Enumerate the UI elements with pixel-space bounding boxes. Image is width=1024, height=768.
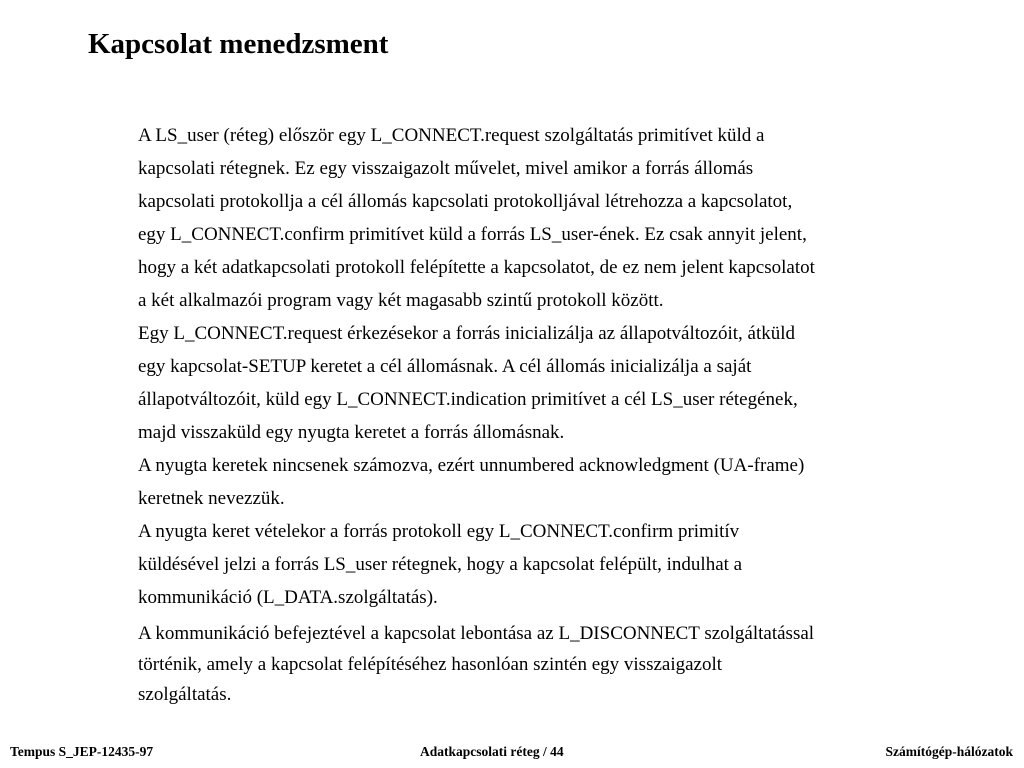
slide-body — [138, 119, 958, 711]
paragraph-connect-arrival: Egy L_CONNECT.request érkezésekor a forrás inicializálja az állapotváltozóit, átküld egy kapcsolat-SETUP keretet a cél állomásnak. A cél állomás inicializálja a saját állapotváltozóit, küld egy L_CONNECT.indication primitívet a cél LS_user rétegének, majd visszaküld egy nyugta keretet a forrás állomásnak. — [138, 323, 798, 443]
paragraph-ua-frame: A nyugta keretek nincsenek számozva, ezért unnumbered acknowledgment (UA-frame) keretnek nevezzük. — [138, 455, 805, 509]
footer-page-number: Adatkapcsolati réteg / 44 — [420, 744, 564, 759]
slide-title: Kapcsolat menedzsment — [88, 28, 389, 60]
paragraph-connect-request: A LS_user (réteg) először egy L_CONNECT.request szolgáltatás primitívet küld a kapcsolati rétegnek. Ez egy visszaigazolt művelet, mivel amikor a forrás állomás kapcsolati protokollja a cél állomás kapcsolati protokolljával létrehozza a kapcsolatot, egy L_CONNECT.confirm primitívet küld a forrás LS_user-ének. Ez csak annyit jelent, hogy a két adatkapcsolati protokoll felépítette a kapcsolatot, de ez nem jelent kapcsolatot a két alkalmazói program vagy két magasabb szintű protokoll között. — [138, 125, 815, 311]
footer-subject: Számítógép-hálózatok — [885, 744, 1013, 759]
paragraph-connect-confirm: A nyugta keret vételekor a forrás protokoll egy L_CONNECT.confirm primitív küldésével jelzi a forrás LS_user rétegnek, hogy a kapcsolat felépült, indulhat a kommunikáció (L_DATA.szolgáltatás). — [138, 521, 743, 608]
paragraph-disconnect: A kommunikáció befejeztével a kapcsolat lebontása az L_DISCONNECT szolgáltatással történik, amely a kapcsolat felépítéséhez hasonlóan szintén egy visszaigazolt szolgáltatás. — [138, 623, 815, 705]
footer-course: Tempus S_JEP-12435-97 — [10, 744, 154, 759]
